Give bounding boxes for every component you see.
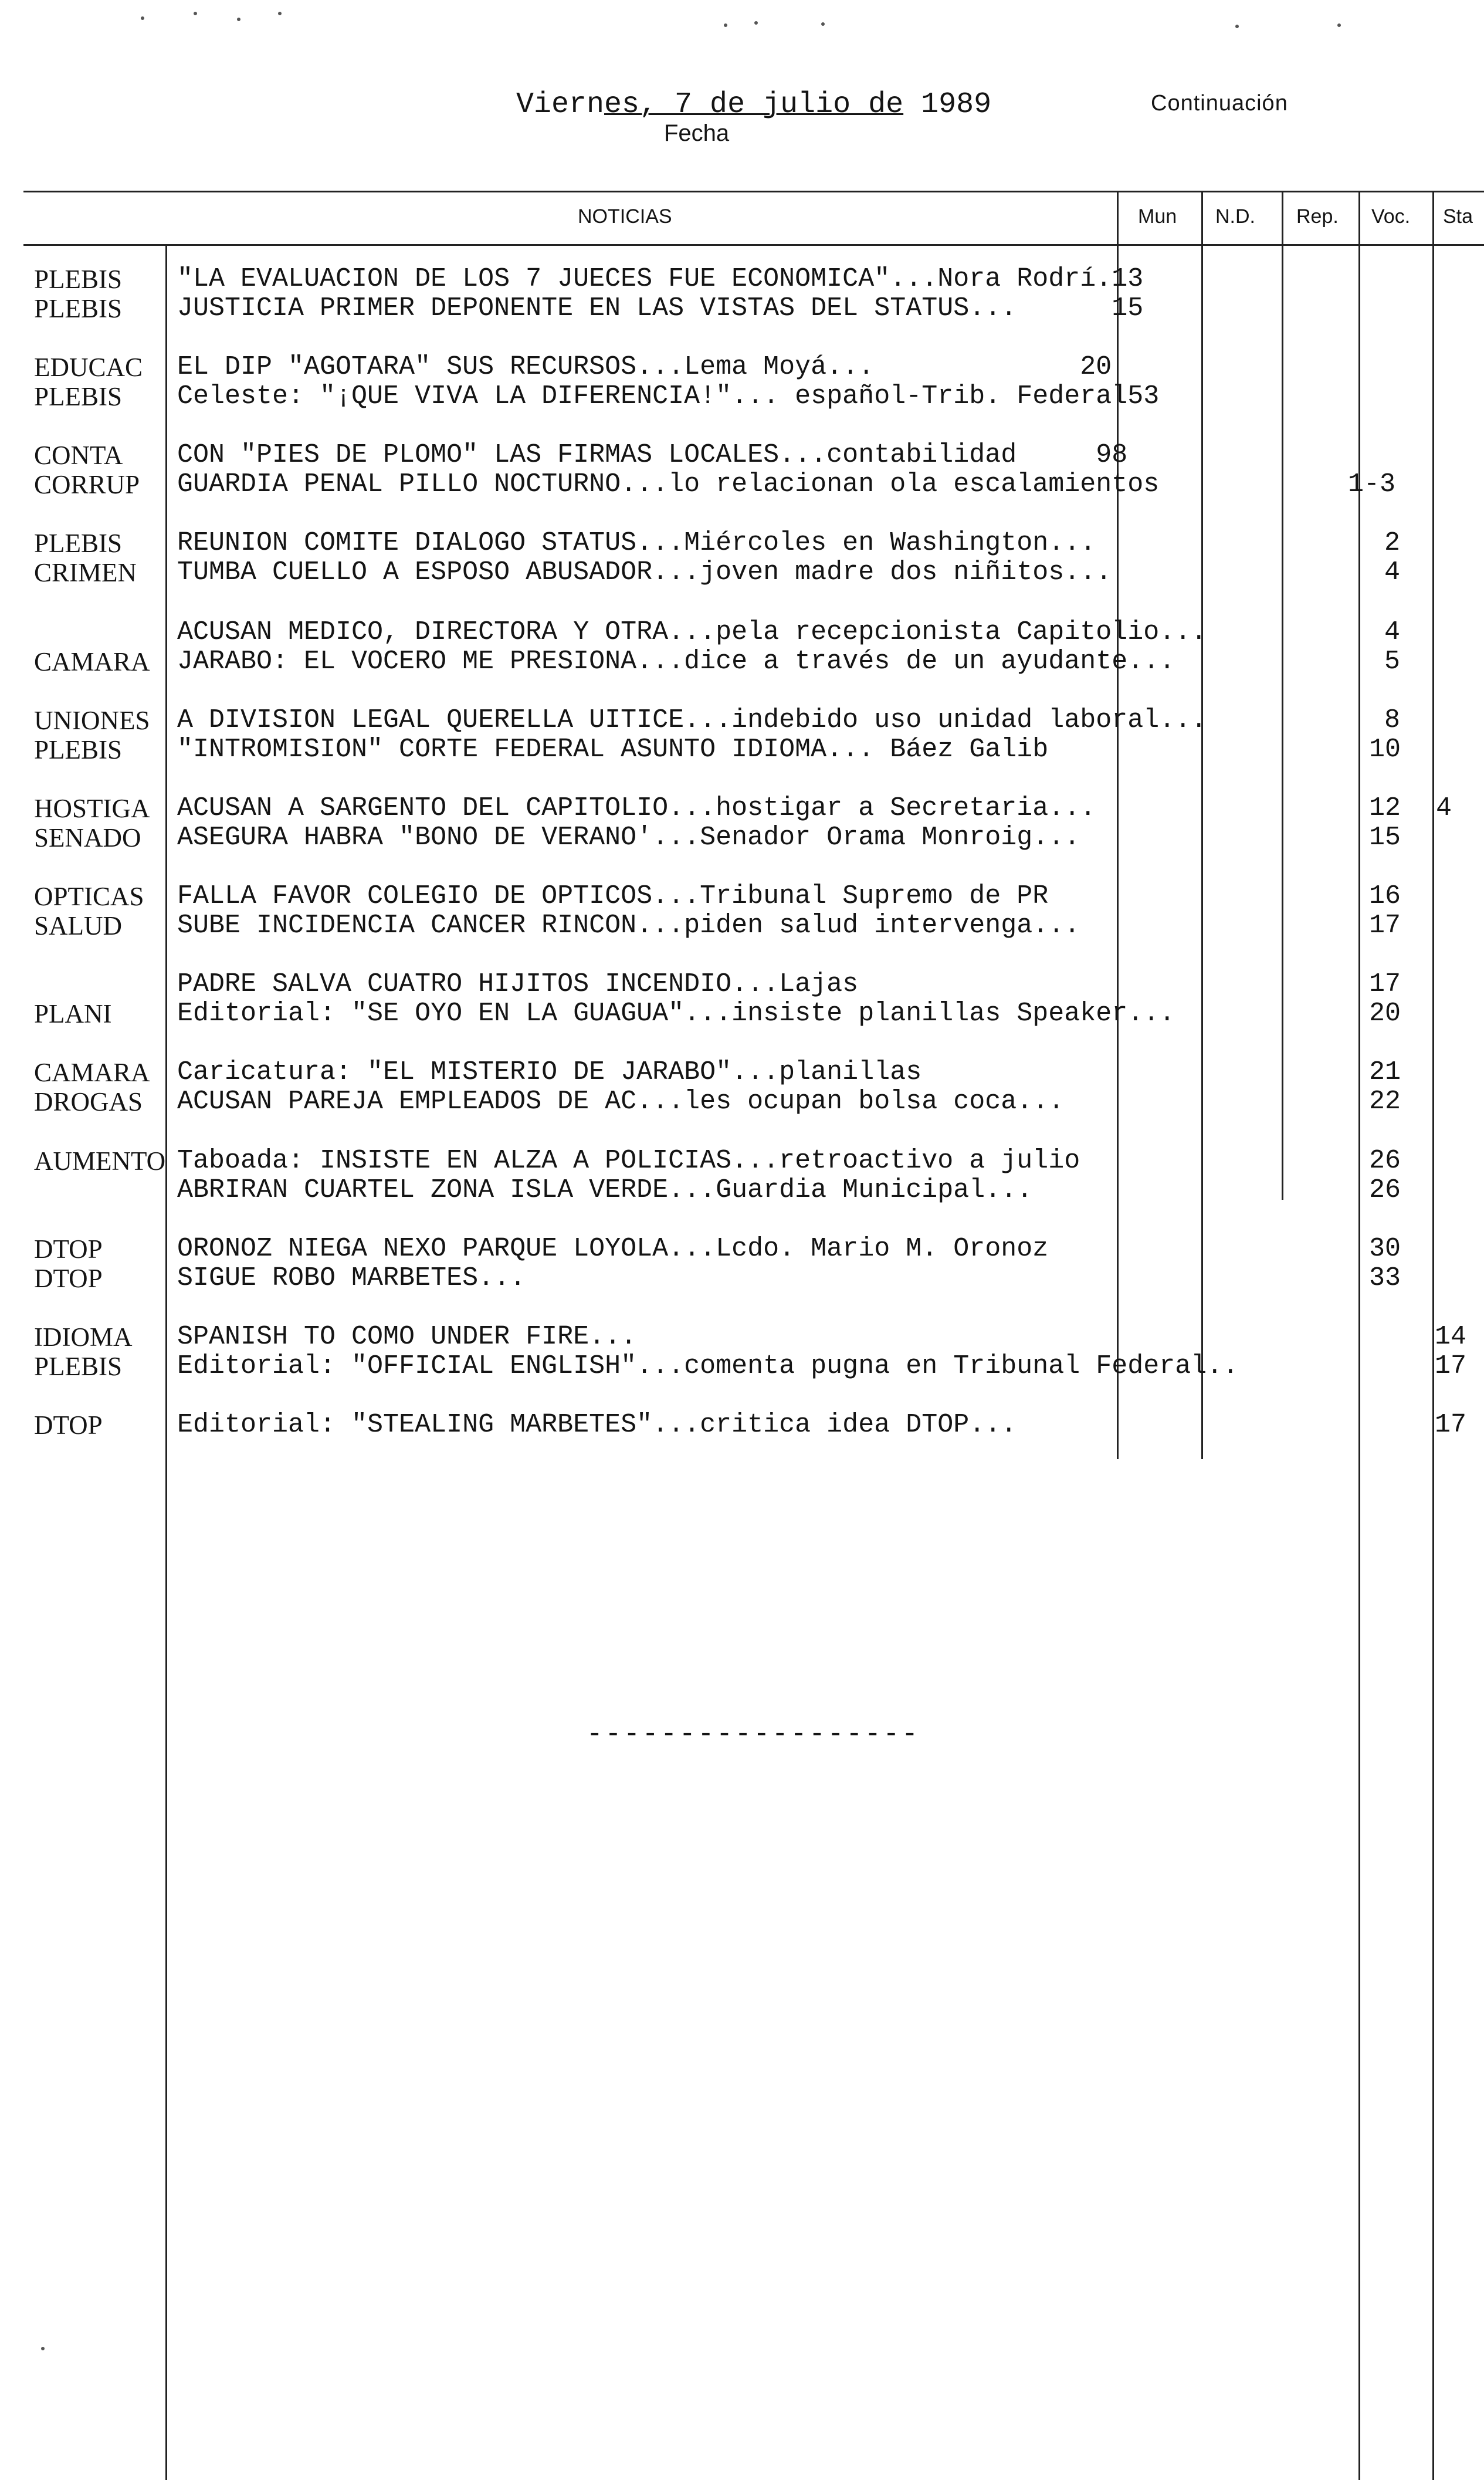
news-item: FALLA FAVOR COLEGIO DE OPTICOS...Tribunal Supremo de PR xyxy=(177,881,1049,911)
news-item: ACUSAN MEDICO, DIRECTORA Y OTRA...pela recepcionista Capitolio... xyxy=(177,617,1207,647)
news-item: Caricatura: "EL MISTERIO DE JARABO"...planillas xyxy=(177,1057,922,1087)
section-code: UNIONES xyxy=(34,706,150,735)
section-code: CRIMEN xyxy=(34,558,137,587)
section-code: SALUD xyxy=(34,911,123,940)
scan-speck xyxy=(41,2347,45,2350)
column-divider xyxy=(1432,191,1434,2480)
sta-page: 17 xyxy=(1435,1410,1467,1440)
scan-speck xyxy=(724,23,727,27)
news-item: Editorial: "SE OYO EN LA GUAGUA"...insiste planillas Speaker... xyxy=(177,999,1175,1028)
column-divider xyxy=(1358,191,1360,2480)
voc-page: 8 xyxy=(1384,705,1401,735)
section-code: IDIOMA xyxy=(34,1322,133,1352)
voc-page: 21 xyxy=(1369,1057,1401,1087)
news-item: SPANISH TO COMO UNDER FIRE... xyxy=(177,1322,637,1352)
section-code: DTOP xyxy=(34,1234,103,1264)
column-header-nd: N.D. xyxy=(1215,205,1255,228)
voc-page: 15 xyxy=(1369,823,1401,852)
news-item: TUMBA CUELLO A ESPOSO ABUSADOR...joven madre dos niñitos... xyxy=(177,557,1112,587)
section-code: AUMENTO xyxy=(34,1146,166,1176)
news-item: Editorial: "STEALING MARBETES"...critica idea DTOP... xyxy=(177,1410,1017,1440)
voc-page: 26 xyxy=(1369,1175,1401,1205)
voc-page: 12 xyxy=(1369,793,1401,823)
voc-page: 26 xyxy=(1369,1146,1401,1176)
section-code: DTOP xyxy=(34,1410,103,1440)
news-item: REUNION COMITE DIALOGO STATUS...Miércoles en Washington... xyxy=(177,528,1096,558)
section-code: CORRUP xyxy=(34,470,140,499)
news-item: JARABO: EL VOCERO ME PRESIONA...dice a través de un ayudante... xyxy=(177,647,1175,676)
section-code: PLEBIS xyxy=(34,529,123,558)
section-code: EDUCAC xyxy=(34,353,143,382)
scan-speck xyxy=(1337,23,1341,27)
section-code: HOSTIGA xyxy=(34,794,150,823)
column-header-noticias: NOTICIAS xyxy=(578,205,672,228)
column-divider xyxy=(1201,191,1203,1459)
section-code: PLEBIS xyxy=(34,382,123,411)
voc-page: 1-3 xyxy=(1348,469,1396,499)
date-underlined: es, 7 de julio de xyxy=(604,88,904,121)
column-header-rep: Rep. xyxy=(1296,205,1339,228)
page-date xyxy=(516,88,991,121)
news-item: PADRE SALVA CUATRO HIJITOS INCENDIO...Lajas xyxy=(177,969,859,999)
column-divider xyxy=(165,244,167,2480)
voc-page: 10 xyxy=(1369,735,1401,764)
section-code: OPTICAS xyxy=(34,882,144,911)
news-item: "LA EVALUACION DE LOS 7 JUECES FUE ECONOMICA"...Nora Rodrí.13 xyxy=(177,264,1144,294)
news-item: EL DIP "AGOTARA" SUS RECURSOS...Lema Moyá... 20 xyxy=(177,352,1112,382)
voc-page: 30 xyxy=(1369,1234,1401,1264)
news-item: SUBE INCIDENCIA CANCER RINCON...piden salud intervenga... xyxy=(177,911,1080,940)
news-item: ACUSAN A SARGENTO DEL CAPITOLIO...hostigar a Secretaria... xyxy=(177,793,1096,823)
section-code: PLEBIS xyxy=(34,735,123,764)
voc-page: 5 xyxy=(1384,647,1401,676)
scan-speck xyxy=(141,16,144,20)
news-item: A DIVISION LEGAL QUERELLA UITICE...indebido uso unidad laboral... xyxy=(177,705,1207,735)
sta-page: 4 xyxy=(1436,793,1452,823)
section-code: PLANI xyxy=(34,999,112,1028)
sta-page: 17 xyxy=(1435,1351,1467,1381)
news-item: GUARDIA PENAL PILLO NOCTURNO...lo relacionan ola escalamientos xyxy=(177,469,1160,499)
scan-speck xyxy=(194,12,197,15)
scan-speck xyxy=(754,21,758,25)
section-code: CAMARA xyxy=(34,1058,150,1087)
section-code: PLEBIS xyxy=(34,294,123,323)
table-top-rule xyxy=(23,191,1484,192)
news-item: CON "PIES DE PLOMO" LAS FIRMAS LOCALES...contabilidad 98 xyxy=(177,440,1128,470)
news-item: "INTROMISION" CORTE FEDERAL ASUNTO IDIOMA... Báez Galib xyxy=(177,735,1049,764)
voc-page: 4 xyxy=(1384,557,1401,587)
section-code: PLEBIS xyxy=(34,265,123,294)
end-divider: ------------------ xyxy=(587,1719,920,1750)
section-code: CAMARA xyxy=(34,647,150,676)
scan-speck xyxy=(237,18,240,21)
voc-page: 4 xyxy=(1384,617,1401,647)
date-year: 1989 xyxy=(903,88,992,121)
column-header-sta: Sta xyxy=(1443,205,1473,228)
column-header-mun: Mun xyxy=(1138,205,1177,228)
fecha-label: Fecha xyxy=(664,120,730,146)
section-code: SENADO xyxy=(34,823,141,852)
voc-page: 16 xyxy=(1369,881,1401,911)
news-item: ABRIRAN CUARTEL ZONA ISLA VERDE...Guardia Municipal... xyxy=(177,1175,1033,1205)
voc-page: 2 xyxy=(1384,528,1401,558)
voc-page: 22 xyxy=(1369,1087,1401,1116)
sta-page: 14 xyxy=(1435,1322,1467,1352)
section-code: CONTA xyxy=(34,441,123,470)
voc-page: 20 xyxy=(1369,999,1401,1028)
section-code: DTOP xyxy=(34,1264,103,1293)
news-item: ACUSAN PAREJA EMPLEADOS DE AC...les ocupan bolsa coca... xyxy=(177,1087,1065,1116)
news-item: Taboada: INSISTE EN ALZA A POLICIAS...retroactivo a julio xyxy=(177,1146,1080,1176)
scan-speck xyxy=(821,22,825,26)
news-item: Editorial: "OFFICIAL ENGLISH"...comenta pugna en Tribunal Federal.. xyxy=(177,1351,1239,1381)
news-item: ORONOZ NIEGA NEXO PARQUE LOYOLA...Lcdo. Mario M. Oronoz xyxy=(177,1234,1049,1264)
news-item: Celeste: "¡QUE VIVA LA DIFERENCIA!"... español-Trib. Federal53 xyxy=(177,381,1160,411)
voc-page: 17 xyxy=(1369,969,1401,999)
voc-page: 17 xyxy=(1369,911,1401,940)
news-item: ASEGURA HABRA "BONO DE VERANO'...Senador Orama Monroig... xyxy=(177,823,1080,852)
voc-page: 33 xyxy=(1369,1263,1401,1293)
date-prefix: Viern xyxy=(516,88,605,121)
scan-speck xyxy=(1235,25,1239,28)
column-header-voc: Voc. xyxy=(1371,205,1411,228)
news-item: JUSTICIA PRIMER DEPONENTE EN LAS VISTAS DEL STATUS... 15 xyxy=(177,293,1144,323)
news-item: SIGUE ROBO MARBETES... xyxy=(177,1263,526,1293)
section-code: DROGAS xyxy=(34,1087,143,1116)
continuation-label: Continuación xyxy=(1151,91,1288,116)
column-divider xyxy=(1282,191,1283,1200)
section-code: PLEBIS xyxy=(34,1352,123,1381)
table-header-rule xyxy=(23,244,1484,246)
scan-speck xyxy=(278,12,282,15)
